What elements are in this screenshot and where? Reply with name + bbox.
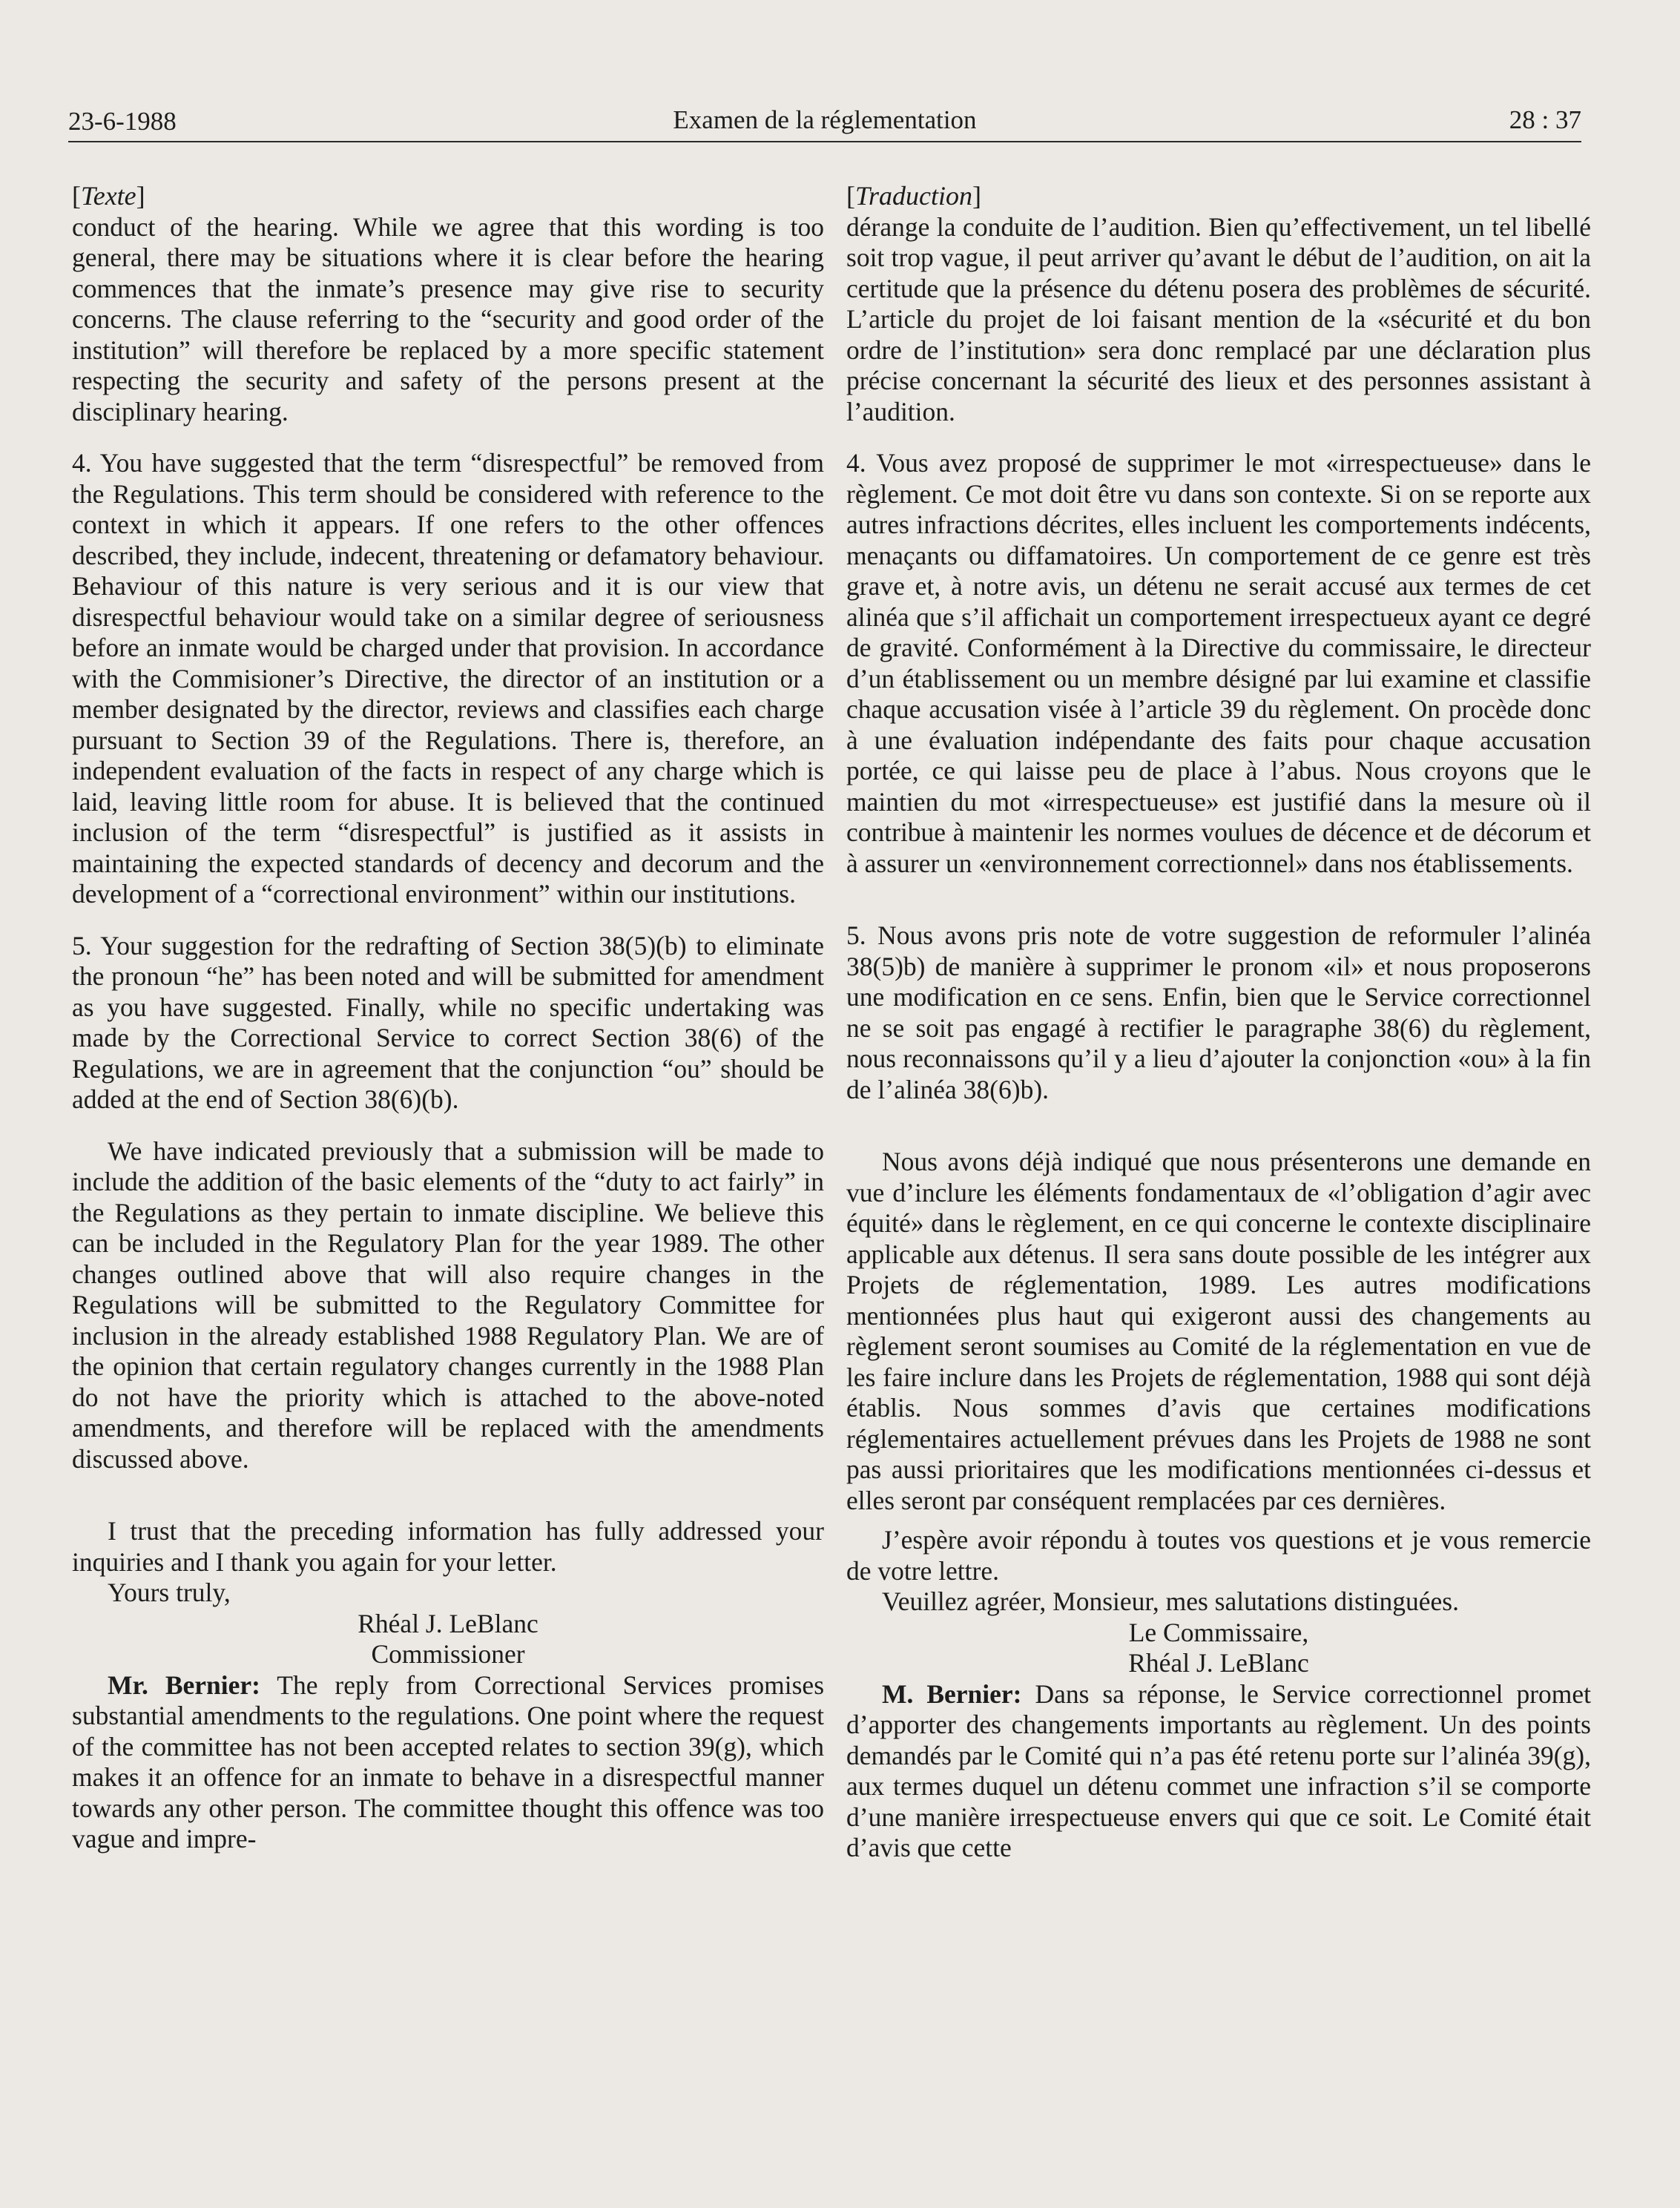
left-column-label: [Texte] [72, 181, 145, 211]
right-paragraph-5: J’espère avoir répondu à toutes vos questions et je vous remercie de votre lettre. [846, 1525, 1591, 1586]
right-paragraph-4: Nous avons déjà indiqué que nous présenterons une demande en vue d’inclure les éléments fondamentaux de «l’obligation d’agir avec équité» dans le règlement, en ce qui concerne le contexte disciplinaire applicable aux détenus. Il sera sans doute possible de les intégrer aux Projets de réglementation, 1989. Les autres modifications mentionnées plus haut qui exigeront aussi des changements au règlement seront soumises au Comité de la réglementation en vue de les faire inclure dans les Projets de réglementation, 1988 qui sont déjà établis. Nous sommes d’avis que certaines modifications réglementaires actuellement prévues dans les Projets de 1988 ne sont pas aussi prioritaires que les modifications mentionnées ci-dessus et elles seront par conséquent remplacées par ces dernières. [846, 1147, 1591, 1515]
right-paragraph-2: 4. Vous avez proposé de supprimer le mot «irrespectueuse» dans le règlement. Ce mot doit être vu dans son contexte. Si on se reporte aux autres infractions décrites, elles incluent les comportements indécents, menaçants ou diffamatoires. Un comportement de ce genre est très grave et, à notre avis, un détenu ne serait accusé aux termes de cet alinéa que s’il affichait un comportement irrespectueux ayant ce degré de gravité. Conformément à la Directive du commissaire, le directeur d’un établissement ou un membre désigné par lui examine et classifie chaque accusation visée à l’article 39 du règlement. On procède donc à une évaluation indépendante des faits pour chaque accusation portée, ce qui laisse peu de place à l’abus. Nous croyons que le maintien du mot «irrespectueuse» est justifié dans la mesure où il contribue à maintenir les normes voulues de décence et de décorum et à assurer un «environnement correctionnel» dans nos établissements. [846, 448, 1591, 878]
left-paragraph-4: We have indicated previously that a submission will be made to include the addition of the basic elements of the “duty to act fairly” in the Regulations as they pertain to inmate discipline. We believe this can be included in the Regulatory Plan for the year 1989. The other changes outlined above that will also require changes in the Regulations will be submitted to the Regulatory Committee for inclusion in the already established 1988 Regulatory Plan. We are of the opinion that certain regulatory changes currently in the 1988 Plan do not have the priority which is attached to the above-noted amendments, and therefore will be replaced with the amendments discussed above. [72, 1136, 824, 1474]
header-title: Examen de la réglementation [673, 105, 977, 134]
left-signature-name: Rhéal J. LeBlanc [358, 1608, 538, 1638]
header-page-number: 28 : 37 [1509, 105, 1581, 134]
page-header [68, 96, 1581, 142]
right-speaker: M. Bernier: [882, 1678, 1022, 1709]
left-paragraph-1: conduct of the hearing. While we agree that this wording is too general, there may be situations where it is clear before the hearing commences that the inmate’s presence may give rise to security concerns. The clause referring to the “security and good order of the institution” will therefore be replaced by a more specific statement respecting the security and safety of the persons present at the disciplinary hearing. [72, 211, 824, 426]
left-column [72, 181, 824, 1855]
left-paragraph-6 [72, 1670, 824, 1855]
left-paragraph-3: 5. Your suggestion for the redrafting of Section 38(5)(b) to eliminate the pronoun “he” has been noted and will be submitted for amendment as you have suggested. Finally, while no specific undertaking was made by the Correctional Service to correct Section 38(6) of the Regulations, we are in agreement that the conjunction “ou” should be added at the end of Section 38(6)(b). [72, 930, 824, 1114]
left-paragraph-2: 4. You have suggested that the term “disrespectful” be removed from the Regulations. This term should be considered with reference to the context in which it appears. If one refers to the other offences described, they include, indecent, threatening or defamatory behaviour. Behaviour of this nature is very serious and it is our view that disrespectful behaviour would take on a similar degree of seriousness before an inmate would be charged under that provision. In accordance with the Commisioner’s Directive, the director of an institution or a member designated by the director, reviews and classifies each charge pursuant to Section 39 of the Regulations. There is, therefore, an independent evaluation of the facts in respect of any charge which is laid, leaving little room for abuse. It is believed that the continued inclusion of the term “disrespectful” is justified as it assists in maintaining the expected standards of decency and decorum and the development of a “correctional environment” within our institutions. [72, 448, 824, 909]
right-signature-title: Le Commissaire, [1128, 1617, 1309, 1647]
left-closing: Yours truly, [108, 1578, 231, 1607]
left-speaker: Mr. Bernier: [108, 1670, 260, 1700]
right-paragraph-6 [846, 1679, 1591, 1864]
right-paragraph-3: 5. Nous avons pris note de votre suggestion de reformuler l’alinéa 38(5)b) de manière à supprimer le pronom «il» et nous proposerons une modification en ce sens. Enfin, bien que le Service correctionnel ne se soit pas engagé à rectifier le paragraphe 38(6) du règlement, nous reconnaissons qu’il y a lieu d’ajouter la conjonction «ou» à la fin de l’alinéa 38(6)b). [846, 920, 1591, 1104]
right-label-text: Traduction [855, 181, 973, 211]
left-paragraph-6-text: The reply from Correctional Services promises substantial amendments to the regulations. One point where the request of the committee has not been accepted relates to section 39(g), which makes it an offence for an inmate to behave in a disrespectful manner towards any other person. The committee thought this offence was too vague and impre- [72, 1670, 825, 1853]
right-column-label: [Traduction] [846, 181, 982, 211]
right-signature-name: Rhéal J. LeBlanc [1128, 1648, 1309, 1678]
right-paragraph-1: dérange la conduite de l’audition. Bien qu’effectivement, un tel libellé soit trop vague, il peut arriver qu’avant le début de l’audition, on ait la certitude que la présence du détenu posera des problèmes de sécurité. L’article du projet de loi faisant mention de la «sécurité et du bon ordre de l’institution» sera donc remplacé par une déclaration plus précise concernant la sécurité des lieux et des personnes assistant à l’audition. [846, 211, 1591, 426]
header-date: 23-6-1988 [68, 107, 177, 136]
left-label-text: Texte [81, 181, 136, 211]
right-paragraph-6-text: Dans sa réponse, le Service correctionnel promet d’apporter des changements importants au règlement. Un des points demandés par le Comité qui n’a pas été retenu porte sur l’alinéa 39(g), aux termes duquel un détenu commet une infraction s’il se comporte d’une manière irrespectueuse envers qui que ce soit. Le Comité était d’avis que cette [846, 1678, 1592, 1862]
right-closing: Veuillez agréer, Monsieur, mes salutations distinguées. [882, 1586, 1459, 1616]
left-paragraph-5: I trust that the preceding information has fully addressed your inquiries and I thank you again for your letter. [72, 1516, 824, 1577]
left-signature-title: Commissioner [371, 1639, 525, 1669]
right-column [846, 181, 1591, 1864]
